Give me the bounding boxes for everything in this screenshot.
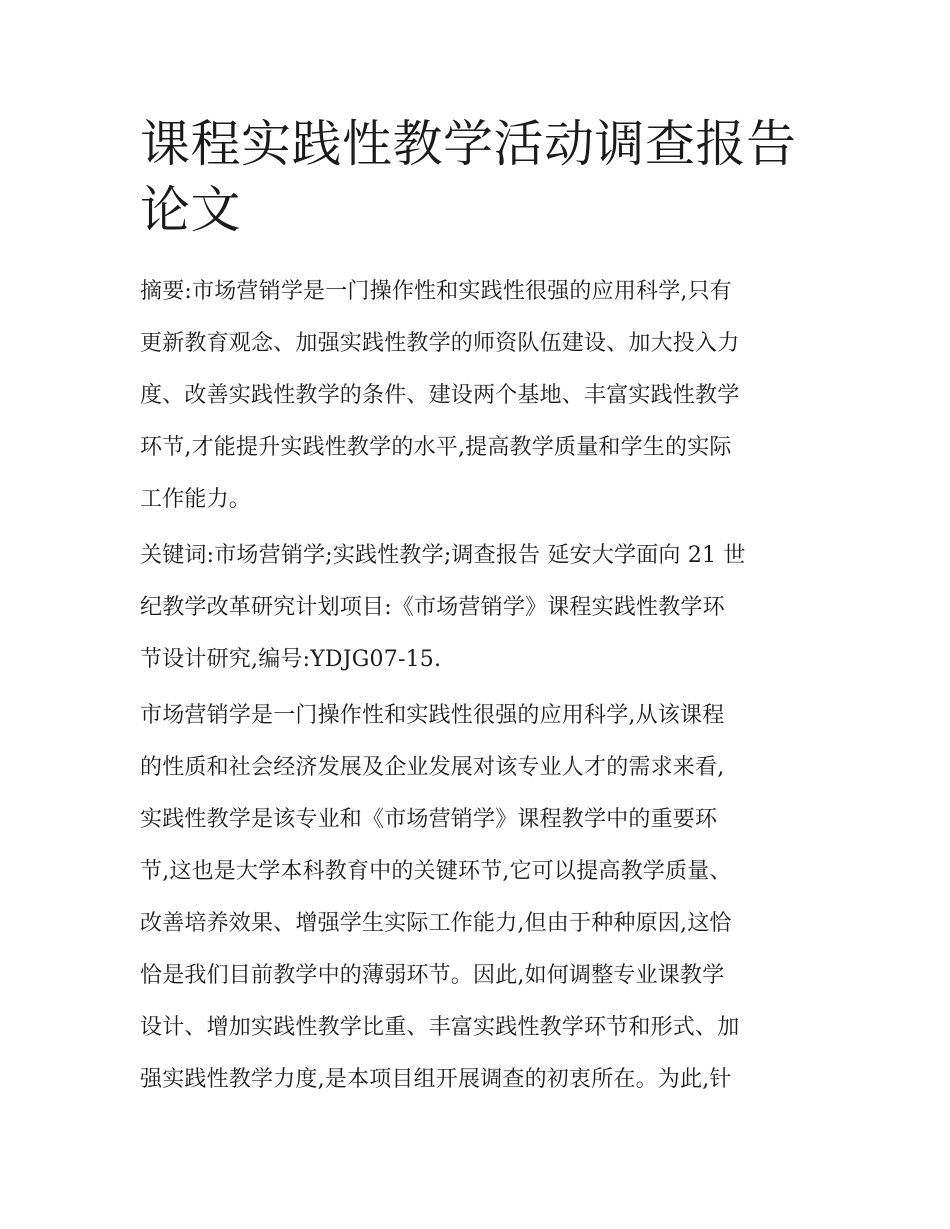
body-paragraph <box>140 690 820 1106</box>
document-body <box>140 266 820 1106</box>
title-line: 课程实践性教学活动调查报告 <box>140 115 797 173</box>
text-line: 恰是我们目前教学中的薄弱环节。因此,如何调整专业课教学 <box>140 963 725 988</box>
text-line: 纪教学改革研究计划项目:《市场营销学》课程实践性教学环 <box>140 595 725 620</box>
text-line: 实践性教学是该专业和《市场营销学》课程教学中的重要环 <box>140 807 718 832</box>
text-line: 改善培养效果、增强学生实际工作能力,但由于种种原因,这恰 <box>140 911 732 936</box>
text-line: 更新教育观念、加强实践性教学的师资队伍建设、加大投入力 <box>140 331 740 356</box>
text-line: 市场营销学是一门操作性和实践性很强的应用科学,从该课程 <box>140 703 725 728</box>
text-line: 环节,才能提升实践性教学的水平,提高教学质量和学生的实际 <box>140 435 732 460</box>
text-line: 度、改善实践性教学的条件、建设两个基地、丰富实践性教学 <box>140 383 740 408</box>
keywords-paragraph <box>140 530 820 686</box>
text-line: 强实践性教学力度,是本项目组开展调查的初衷所在。为此,针 <box>140 1067 732 1092</box>
text-line: 关键词:市场营销学;实践性教学;调查报告 延安大学面向 21 世 <box>140 543 746 568</box>
document-title <box>140 112 820 242</box>
text-line: 节设计研究,编号:YDJG07-15. <box>140 647 442 672</box>
text-line: 的性质和社会经济发展及企业发展对该专业人才的需求来看, <box>140 755 725 780</box>
document-content <box>140 112 820 1110</box>
title-line: 论文 <box>140 181 241 239</box>
text-line: 摘要:市场营销学是一门操作性和实践性很强的应用科学,只有 <box>140 279 733 304</box>
text-line: 节,这也是大学本科教育中的关键环节,它可以提高教学质量、 <box>140 859 732 884</box>
text-line: 设计、增加实践性教学比重、丰富实践性教学环节和形式、加 <box>140 1015 740 1040</box>
text-line: 工作能力。 <box>140 487 252 512</box>
abstract-paragraph <box>140 266 820 526</box>
